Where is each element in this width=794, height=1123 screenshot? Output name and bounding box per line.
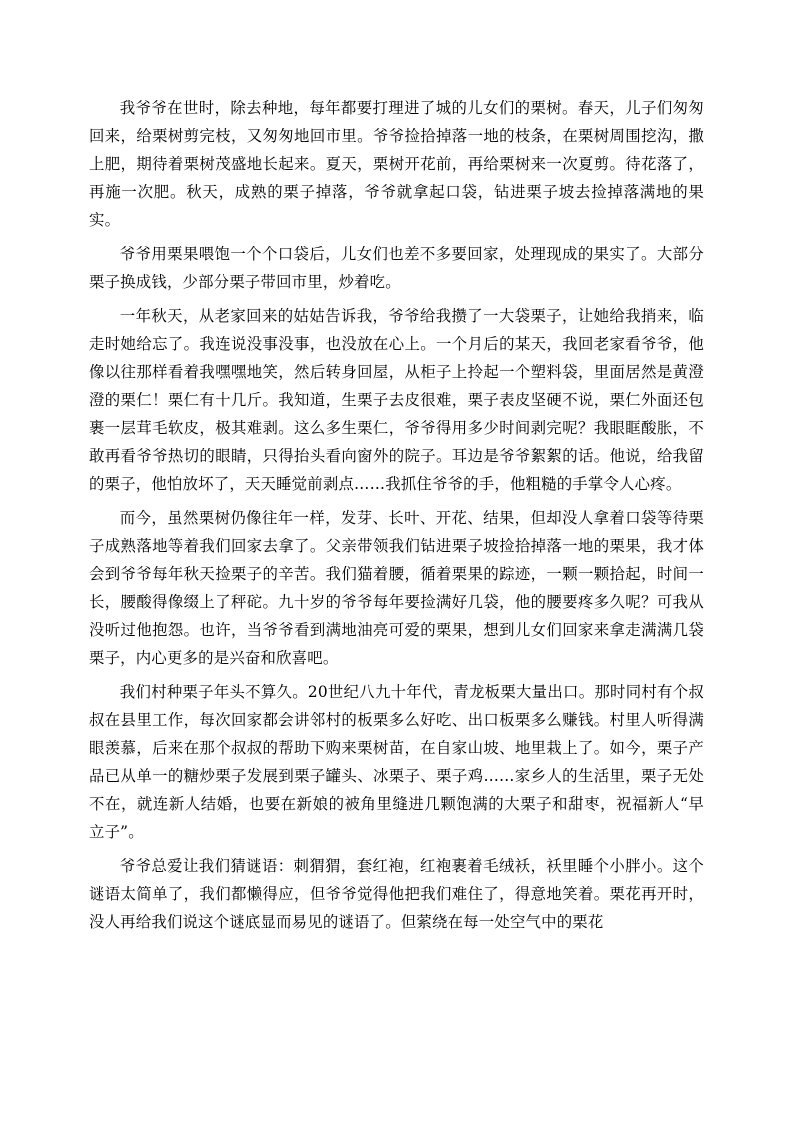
paragraph-1: 我爷爷在世时，除去种地，每年都要打理进了城的儿女们的栗树。春天，儿子们匆匆回来，给栗树剪完枝，又匆匆地回市里。爷爷捡拾掉落一地的枝条，在栗树周围挖沟，撒上肥，期待着栗树茂盛地长起来。夏天，栗树开花前，再给栗树来一次夏剪。待花落了，再施一次肥。秋天，成熟的栗子掉落，爷爷就拿起口袋，钻进栗子坡去捡掉落满地的果实。 — [89, 99, 704, 229]
paragraph-3: 一年秋天，从老家回来的姑姑告诉我，爷爷给我攒了一大袋栗子，让她给我捎来，临走时她给忘了。我连说没事没事，也没放在心上。一个月后的某天，我回老家看爷爷，他像以往那样看着我嘿嘿地笑，然后转身回屋，从柜子上拎起一个塑料袋，里面居然是黄澄澄的栗仁！栗仁有十几斤。我知道，生栗子去皮很难，栗子表皮坚硬不说，栗仁外面还包裹一层茸毛软皮，极其难剥。这么多生栗仁，爷爷得用多少时间剥完呢？我眼眶酸胀，不敢再看爷爷热切的眼睛，只得抬头看向窗外的院子。耳边是爷爷絮絮的话。他说，给我留的栗子，他怕放坏了，天天睡觉前剥点……我抓住爷爷的手，他粗糙的手掌令人心疼。 — [89, 307, 704, 493]
document-body — [89, 94, 704, 942]
paragraph-4: 而今，虽然栗树仍像往年一样，发芽、长叶、开花、结果，但却没人拿着口袋等待栗子成熟落地等着我们回家去拿了。父亲带领我们钻进栗子坡捡拾掉落一地的栗果，我才体会到爷爷每年秋天捡栗子的辛苦。我们猫着腰，循着栗果的踪迹，一颗一颗拾起，时间一长，腰酸得像缀上了秤砣。九十岁的爷爷每年要捡满好几袋，他的腰要疼多久呢？可我从没听过他抱怨。也许，当爷爷看到满地油亮可爱的栗果，想到儿女们回家来拿走满满几袋栗子，内心更多的是兴奋和欣喜吧。 — [89, 509, 704, 667]
paragraph-2: 爷爷用栗果喂饱一个个口袋后，儿女们也差不多要回家，处理现成的果实了。大部分栗子换成钱，少部分栗子带回市里，炒着吃。 — [89, 245, 704, 291]
paragraph-5: 我们村种栗子年头不算久。20世纪八九十年代，青龙板栗大量出口。那时同村有个叔叔在县里工作，每次回家都会讲邻村的板栗多么好吃、出口板栗多么赚钱。村里人听得满眼羡慕，后来在那个叔叔的帮助下购来栗树苗，在自家山坡、地里栽上了。如今，栗子产品已从单一的糖炒栗子发展到栗子罐头、冰栗子、栗子鸡……家乡人的生活里，栗子无处不在，就连新人结婚，也要在新娘的被角里缝进几颗饱满的大栗子和甜枣，祝福新人“早立子”。 — [89, 683, 704, 841]
paragraph-6: 爷爷总爱让我们猜谜语：刺猬猬，套红袍，红袍裹着毛绒袄，袄里睡个小胖小。这个谜语太简单了，我们都懒得应，但爷爷觉得他把我们难住了，得意地笑着。栗花再开时，没人再给我们说这个谜底显而易见的谜语了。但萦绕在每一处空气中的栗花 — [89, 857, 704, 931]
